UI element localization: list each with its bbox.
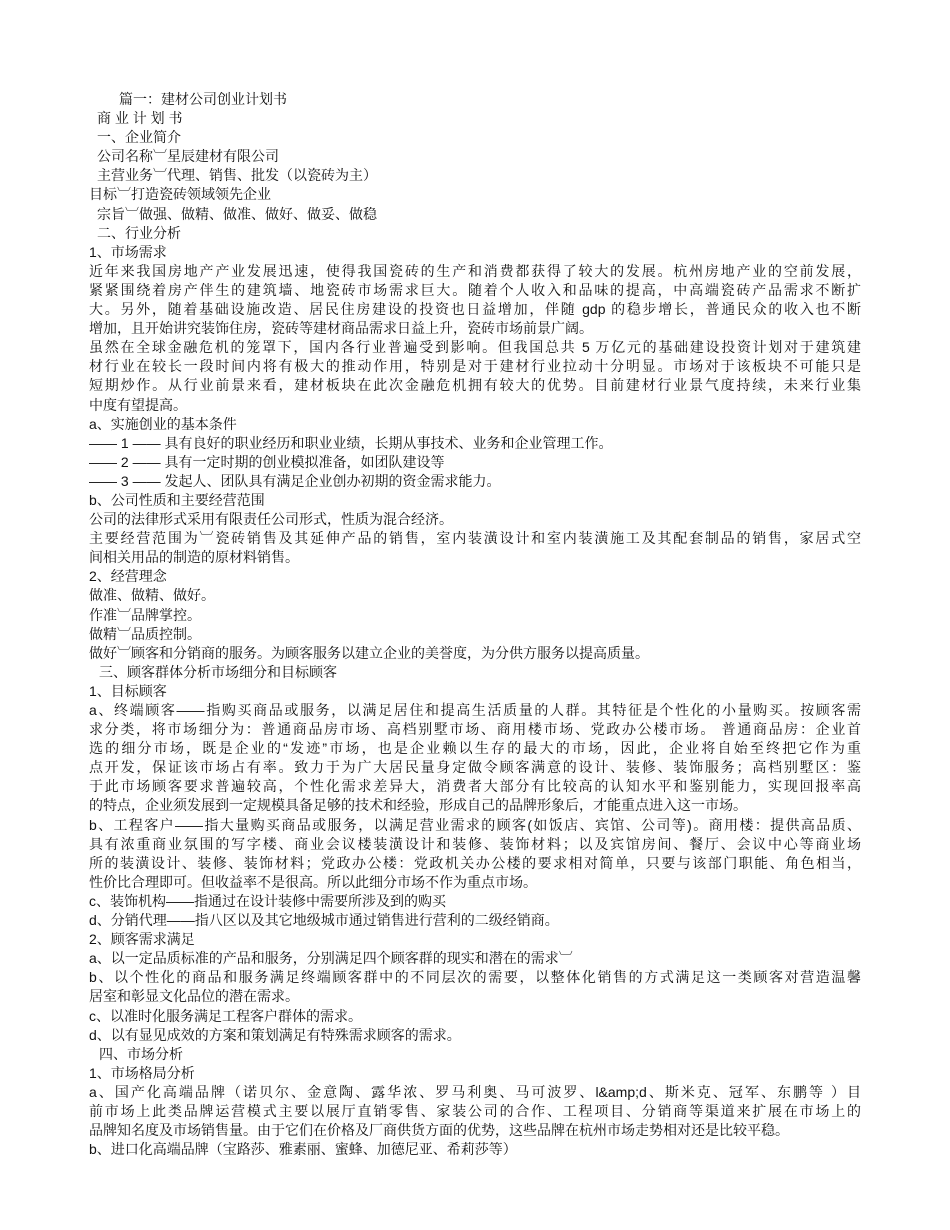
text-line: 居室和彰显文化品位的潜在需求。 — [89, 988, 299, 1005]
text-line: 1、目标顾客 — [89, 682, 167, 699]
text-line: 1、市场需求 — [89, 243, 167, 260]
text-line: 大。另外，随着基础设施改造、居民住房建设的投资也日益增加，伴随 gdp 的稳步增长，普通民众的收入也不断 — [89, 301, 861, 318]
text-line: 一、企业简介 — [97, 129, 181, 146]
text-line: 的特点，企业须发展到一定规模具备足够的技术和经验，形成自己的品牌形象后，才能重点进入这一市场。 — [89, 797, 747, 814]
text-line: 做好︺顾客和分销商的服务。为顾客服务以建立企业的美誉度，为分供方服务以提高质量。 — [89, 644, 649, 661]
text-line: 求分类，将市场细分为：普通商品房市场、高档别墅市场、商用楼市场、党政办公楼市场。 普通商品房：企业首 — [89, 721, 861, 738]
text-line: b、公司性质和主要经营范围 — [89, 491, 265, 508]
text-line: 选的细分市场，既是企业的“发迹”市场，也是企业赖以生存的最大的市场，因此，企业将自始至终把它作为重 — [89, 740, 861, 757]
text-line: b、以个性化的商品和服务满足终端顾客群中的不同层次的需要，以整体化销售的方式满足这一类顾客对营造温馨 — [89, 969, 861, 986]
text-line: 商 业 计 划 书 — [97, 110, 183, 127]
text-line: 2、顾客需求满足 — [89, 931, 195, 948]
text-line: 点开发，保证该市场占有率。致力于为广大居民量身定做令顾客满意的设计、装修、装饰服务；高档别墅区：鉴 — [89, 759, 861, 776]
text-line: 材行业在较长一段时间内将有极大的推动作用，特别是对于建材行业拉动十分明显。市场对于该板块不可能只是 — [89, 358, 861, 375]
text-line: 二、行业分析 — [97, 224, 181, 241]
text-line: d、以有显见成效的方案和策划满足有特殊需求顾客的需求。 — [89, 1026, 461, 1043]
text-line: 目标︺打造瓷砖领域领先企业 — [89, 186, 271, 203]
text-line: 虽然在全球金融危机的笼罩下，国内各行业普遍受到影响。但我国总共 5 万亿元的基础建设投资计划对于建筑建 — [89, 339, 861, 356]
text-line: —— 1 —— 具有良好的职业经历和职业业绩，长期从事技术、业务和企业管理工作。 — [89, 434, 613, 451]
text-line: 做精︺品质控制。 — [89, 625, 201, 642]
text-line: 前市场上此类品牌运营模式主要以展厅直销零售、家装公司的合作、工程项目、分销商等渠道来扩展在市场上的 — [89, 1102, 861, 1119]
text-line: 近年来我国房地产产业发展迅速，使得我国瓷砖的生产和消费都获得了较大的发展。杭州房地产业的空前发展， — [89, 262, 861, 279]
text-line: 品牌知名度及市场销售量。由于它们在价格及厂商供货方面的优势，这些品牌在杭州市场走势相对还是比较平稳。 — [89, 1122, 789, 1139]
text-line: 中度有望提高。 — [89, 396, 187, 413]
text-line: 三、顾客群体分析市场细分和目标顾客 — [99, 663, 337, 680]
text-line: 性价比合理即可。但收益率不是很高。所以此细分市场不作为重点市场。 — [89, 873, 537, 890]
text-line: a、实施创业的基本条件 — [89, 415, 237, 432]
text-line: 短期炒作。从行业前景来看，建材板块在此次金融危机拥有较大的优势。目前建材行业景气度持续，未来行业集 — [89, 377, 861, 394]
text-line: 主要经营范围为︺瓷砖销售及其延伸产品的销售，室内装潢设计和室内装潢施工及其配套制品的销售，家居式空 — [89, 530, 861, 547]
text-line: 宗旨︺做强、做精、做准、做好、做妥、做稳 — [97, 205, 377, 222]
text-line: a、终端顾客——指购买商品或服务，以满足居住和提高生活质量的人群。其特征是个性化的小量购买。按顾客需 — [89, 702, 861, 718]
text-line: 具有浓重商业氛围的写字楼、商业会议楼装潢设计和装修、装饰材料；以及宾馆房间、餐厅、会议中心等商业场 — [89, 835, 861, 852]
text-line: —— 3 —— 发起人、团队具有满足企业创办初期的资金需求能力。 — [89, 472, 501, 489]
text-line: a、国产化高端品牌（诺贝尔、金意陶、露华浓、罗马利奥、马可波罗、l&amp;d、斯米克、冠军、东鹏等 ）目 — [89, 1083, 861, 1100]
text-line: a、以一定品质标准的产品和服务，分别满足四个顾客群的现实和潜在的需求︺ — [89, 950, 573, 967]
document-title: 篇一：建材公司创业计划书 — [119, 91, 287, 107]
text-line: 公司名称︺星辰建材有限公司 — [97, 148, 279, 165]
document-body — [89, 90, 861, 1159]
text-line: c、装饰机构——指通过在设计装修中需要所涉及到的购买 — [89, 892, 446, 909]
text-line: 四、市场分析 — [99, 1045, 183, 1062]
text-line: 增加，且开始讲究装饰住房，瓷砖等建材商品需求日益上升，瓷砖市场前景广阔。 — [89, 320, 593, 337]
text-line: 紧紧围绕着房产伴生的建筑墙、地瓷砖市场需求巨大。随着个人收入和品味的提高，中高端瓷砖产品需求不断扩 — [89, 281, 861, 298]
text-line: 作准︺品牌掌控。 — [89, 606, 201, 623]
text-line: 2、经营理念 — [89, 568, 167, 585]
text-line: b、工程客户——指大量购买商品或服务，以满足营业需求的顾客(如饭店、宾馆、公司等)。商用楼：提供高品质、 — [89, 816, 861, 833]
text-line: d、分销代理——指八区以及其它地级城市通过销售进行营利的二级经销商。 — [89, 912, 559, 929]
text-line: 1、市场格局分析 — [89, 1064, 195, 1081]
text-line: —— 2 —— 具有一定时期的创业模拟准备，如团队建设等 — [89, 453, 445, 470]
text-line: b、进口化高端品牌（宝路莎、雅素丽、蜜蜂、加德尼亚、希莉莎等） — [89, 1141, 517, 1158]
text-line: 于此市场顾客要求普遍较高，个性化需求差异大，消费者大部分有比较高的认知水平和鉴别能力，实现回报率高 — [89, 778, 861, 795]
text-line: 公司的法律形式采用有限责任公司形式，性质为混合经济。 — [89, 511, 453, 528]
text-line: 做准、做精、做好。 — [89, 587, 215, 604]
text-line: 间相关用品的制造的原材料销售。 — [89, 549, 299, 566]
text-line: 所的装潢设计、装修、装饰材料；党政办公楼：党政机关办公楼的要求相对简单，只要与该部门职能、角色相当， — [89, 854, 861, 871]
text-line: c、以准时化服务满足工程客户群体的需求。 — [89, 1007, 362, 1024]
text-line: 主营业务︺代理、销售、批发（以瓷砖为主） — [97, 167, 377, 184]
